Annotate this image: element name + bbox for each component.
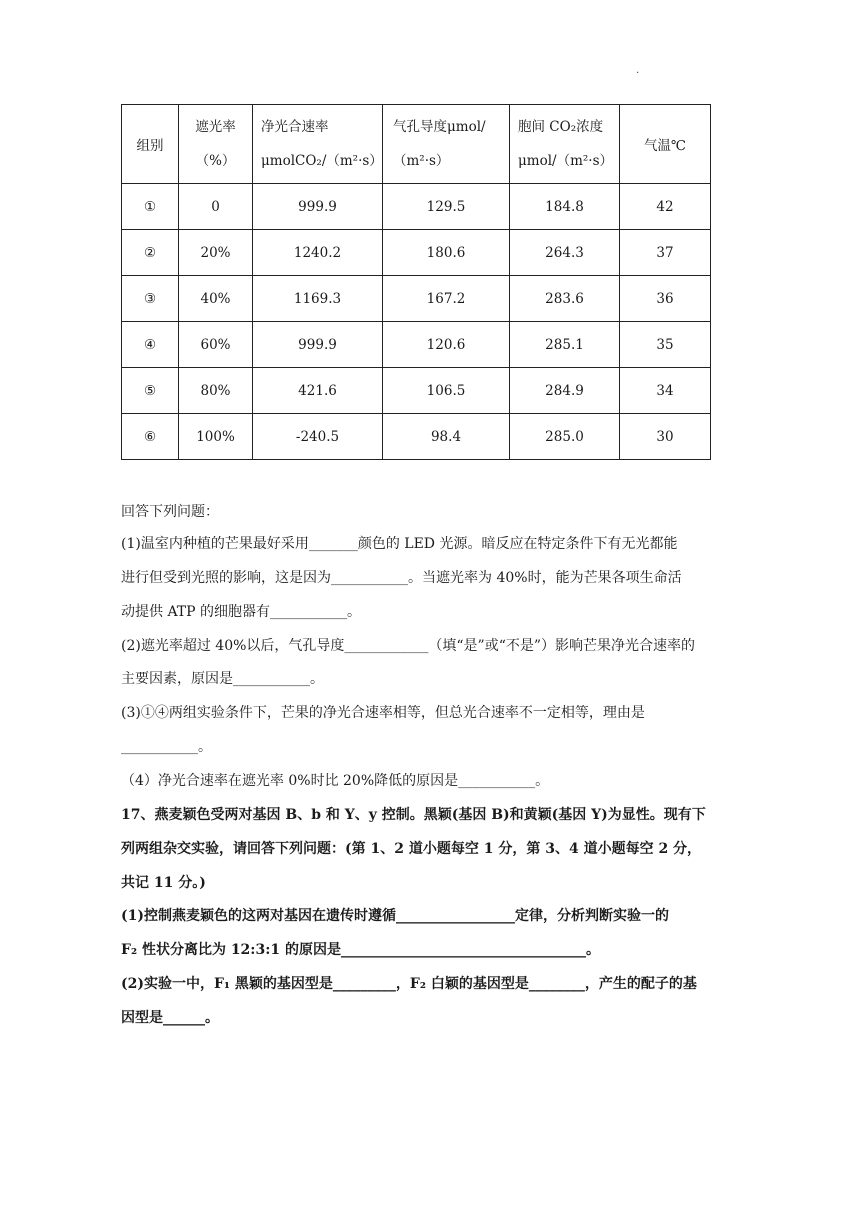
header-cell: 遮光率 （%）: [179, 105, 253, 184]
problem-17-line: 列两组杂交实验，请回答下列问题：(第 1、2 道小题每空 1 分，第 3、4 道小题每空 2 分，: [121, 841, 702, 857]
table-row: [122, 368, 711, 414]
problem-17-q1-line: F₂ 性状分离比为 12:3:1 的原因是___________________________________。: [121, 942, 600, 958]
header-cell: 净光合速率 μmolCO₂/（m²·s）: [253, 105, 383, 184]
table-cell: 120.6: [383, 322, 510, 368]
problem-17-q2-line: (2)实验一中，F₁ 黑颖的基因型是_________，F₂ 白颖的基因型是________，产生的配子的基: [121, 976, 697, 992]
question-1-line: (1)温室内种植的芒果最好采用_______颜色的 LED 光源。暗反应在特定条件下有无光都能: [121, 536, 678, 552]
table-header-row: [122, 105, 711, 184]
table-cell: -240.5: [253, 414, 383, 460]
table-cell: 100%: [179, 414, 253, 460]
header-cell: 气孔导度μmol/ （m²·s）: [383, 105, 510, 184]
table-cell: 129.5: [383, 184, 510, 230]
table-cell: 285.0: [510, 414, 620, 460]
question-2-line: (2)遮光率超过 40%以后，气孔导度____________（填“是”或“不是”）影响芒果净光合速率的: [121, 638, 696, 654]
question-1-line: 进行但受到光照的影响，这是因为___________。当遮光率为 40%时，能为芒果各项生命活: [121, 570, 682, 586]
question-3-line: (3)①④两组实验条件下，芒果的净光合速率相等，但总光合速率不一定相等，理由是: [121, 705, 645, 721]
table-cell: ⑥: [122, 414, 179, 460]
table-cell: 40%: [179, 276, 253, 322]
table-cell: 106.5: [383, 368, 510, 414]
table-cell: 283.6: [510, 276, 620, 322]
table-cell: 284.9: [510, 368, 620, 414]
table-cell: ④: [122, 322, 179, 368]
problem-17-line: 共记 11 分。): [121, 875, 206, 891]
table-cell: 0: [179, 184, 253, 230]
table-cell: 999.9: [253, 184, 383, 230]
table-cell: 1240.2: [253, 230, 383, 276]
table-cell: 264.3: [510, 230, 620, 276]
table-row: [122, 184, 711, 230]
table-cell: 37: [620, 230, 711, 276]
table-cell: ①: [122, 184, 179, 230]
question-4-line: （4）净光合速率在遮光率 0%时比 20%降低的原因是___________。: [121, 773, 550, 789]
table-cell: 20%: [179, 230, 253, 276]
table-cell: 184.8: [510, 184, 620, 230]
header-cell: 胞间 CO₂浓度 μmol/（m²·s）: [510, 105, 620, 184]
question-1-line: 动提供 ATP 的细胞器有___________。: [121, 604, 362, 620]
table-cell: 30: [620, 414, 711, 460]
header-cell: 气温℃: [620, 105, 711, 184]
data-table: [121, 104, 711, 460]
problem-17-q2-line: 因型是______。: [121, 1010, 219, 1026]
table-cell: 285.1: [510, 322, 620, 368]
table-cell: 999.9: [253, 322, 383, 368]
table-cell: 36: [620, 276, 711, 322]
intro-line: 回答下列问题：: [121, 504, 219, 520]
table-row: [122, 276, 711, 322]
page-marker: ·: [636, 68, 640, 79]
table-cell: 167.2: [383, 276, 510, 322]
problem-17-q1-line: (1)控制燕麦颖色的这两对基因在遗传时遵循_________________定律，分析判断实验一的: [121, 908, 669, 924]
table-cell: ③: [122, 276, 179, 322]
question-3-line: ___________。: [121, 739, 212, 755]
question-2-line: 主要因素，原因是___________。: [121, 671, 324, 687]
table-cell: 80%: [179, 368, 253, 414]
table-row: [122, 322, 711, 368]
table-cell: 42: [620, 184, 711, 230]
table-cell: 98.4: [383, 414, 510, 460]
table-cell: 421.6: [253, 368, 383, 414]
table-cell: ②: [122, 230, 179, 276]
table-cell: ⑤: [122, 368, 179, 414]
table-cell: 60%: [179, 322, 253, 368]
header-cell: 组别: [122, 105, 179, 184]
table-row: [122, 414, 711, 460]
table-cell: 1169.3: [253, 276, 383, 322]
table-cell: 35: [620, 322, 711, 368]
table-cell: 34: [620, 368, 711, 414]
problem-17-line: 17、燕麦颖色受两对基因 B、b 和 Y、y 控制。黑颖(基因 B)和黄颖(基因 Y)为显性。现有下: [121, 807, 706, 823]
table-row: [122, 230, 711, 276]
table-cell: 180.6: [383, 230, 510, 276]
